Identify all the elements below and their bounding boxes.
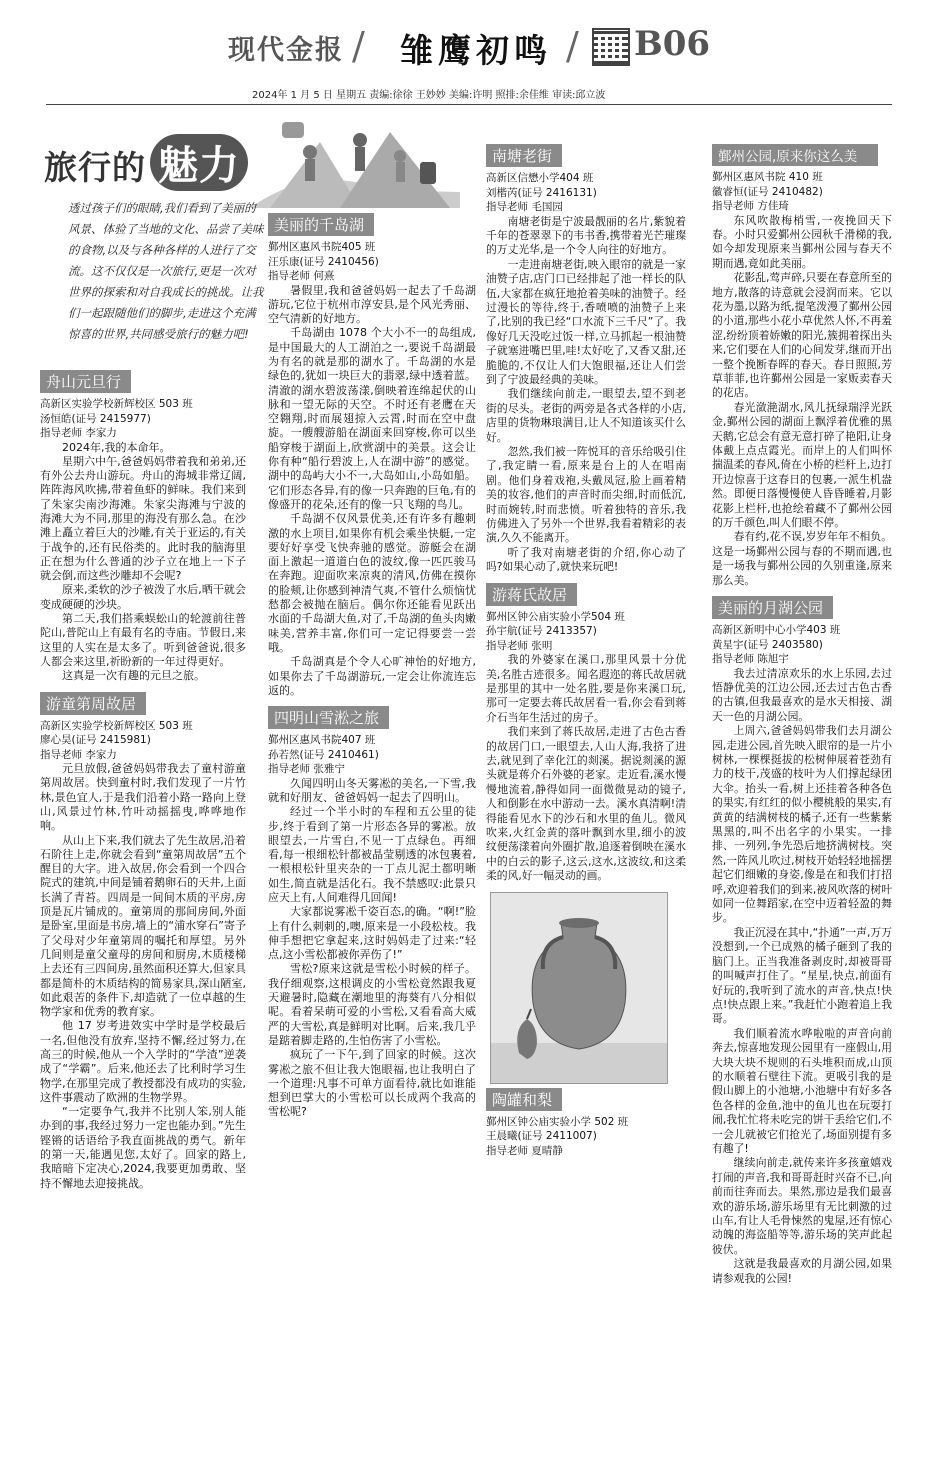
author: 王晨曦(证号 2411007)	[486, 1130, 597, 1143]
author: 黄星宇(证号 2403580)	[712, 638, 823, 651]
paragraph: 我们继续向前走,一眼望去,望不到老街的尽头。老街的两旁是各式各样的小店,店里的货物琳琅满目,让人不知道该买什么好。	[486, 387, 686, 444]
teacher: 指导老师 李家力	[40, 748, 117, 761]
paragraph: 雪松?原来这就是雪松小时候的样子。我仔细观察,这根调皮的小雪松竟然跟我夏天避暑时,隐藏在潮地里的海葵有八分相似呢。看着呆萌可爱的小雪松,又看看高大威严的大雪松,真是鲜明对比啊。后来,我几乎是踮着脚走路的,生怕伤害了小雪松。	[268, 962, 476, 1047]
article-title: 四明山雪淞之旅	[268, 706, 389, 729]
school: 鄞州区惠风书院 410 班	[712, 171, 823, 183]
article-yinzhou-park	[712, 144, 892, 588]
paragraph: 春有约,花不误,岁岁年年不相负。这是一场鄞州公园与春的不期而遇,也是一场我与鄞州公园的久别重逢,原来那么美。	[712, 530, 892, 587]
paragraph: 我的外婆家在溪口,那里风景十分优美,名胜古迹很多。闻名遐迩的蒋氏故居就是那里的其中一处名胜,要是你来溪口玩,那可一定要去蒋氏故居看一看,你会看到蒋介石当年生活过的房子。	[486, 653, 686, 724]
article-body	[486, 653, 686, 884]
paragraph: 千岛湖真是个令人心旷神怡的好地方,如果你去了千岛湖游玩,一定会让你流连忘返的。	[268, 655, 476, 697]
teacher: 指导老师 李家力	[40, 427, 117, 439]
column-1	[40, 370, 246, 1199]
article-body	[486, 215, 686, 575]
separator: /	[566, 24, 579, 68]
teacher: 指导老师 张明	[486, 639, 553, 652]
paragraph: 千岛湖由 1078 个大小不一的岛组成,是中国最大的人工湖泊之一,要说千岛湖最为有名的就是那的湖水了。千岛湖的水是绿色的,犹如一块巨大的翡翠,绿中透着蓝。清澈的湖水碧波荡漾,倒映着连绵起伏的山脉和一望无际的天空。不时还有老鹰在天空翱翔,时而展翅掠入云霄,时而在空中盘旋。一艘艘游船在湖面来回穿梭,你可以坐船穿梭于湖面上,欣赏湖中的美景。这会让你有种“船行碧波上,人在湖中游”的感觉。湖中的岛屿大小不一,大岛如山,小岛如船。它们形态各异,有的像一只奔跑的巨龟,有的像盛开的花朵,还有的像一只飞翔的鸟儿。	[268, 326, 476, 511]
author: 汪乐康(证号 2410456)	[268, 255, 379, 268]
paragraph: 这真是一次有趣的元旦之旅。	[62, 669, 205, 683]
paragraph: 从山上下来,我们就去了先生故居,沿着石阶往上走,你就会看到“童第周故居”五个醒目的大字。进入故居,你会看到一个四合院式的建筑,中间是铺着鹅卵石的天井,上面长满了青苔。四周是一间间木质的平房,房顶是瓦片铺成的。童第周的那间房间,外面是卧室,里面是书房,墙上的“浦水穿石”寄予了父母对少年童第周的嘱托和厚望。另外几间则是童父童母的房间和厨房,木质楼梯上去还有三四间房,虽然面积还算大,但家具都是简朴的木质结构的简易家具,深山陋室,如此艰苦的条件下,却造就了一位卓越的生物学家和优秀的教育家。	[40, 833, 246, 1019]
paragraph: 我们顺着流水哗啦啦的声音向前奔去,惊喜地发现公园里有一座假山,用大块大块不规则的石头堆积而成,山顶的水顺着石壁往下流。更吸引我的是假山脚上的小池塘,小池塘中有好多各色各样的金鱼,池中的鱼儿也在玩耍打闹,我忙忙将未吃完的饼干丢给它们,不一会儿就被它们抢光了,场面别提有多有趣了!	[712, 1026, 892, 1155]
paragraph: 暑假里,我和爸爸妈妈一起去了千岛湖游玩,它位于杭州市淳安县,是个风光秀丽、空气清新的好地方。	[268, 283, 476, 326]
paragraph: 千岛湖不仅风景优美,还有许多有趣刺激的水上项目,如果你有机会乘坐快艇,一定要好好享受飞快奔驰的感觉。游艇会在湖面上激起一道道白色的波纹,像一匹匹骏马在奔跑。迎面吹来凉爽的清风,仿佛在摸你的脸颊,让你感到神清气爽,不管什么烦恼忧愁都会被抛在脑后。偶尔你还能看见跃出水面的千岛湖大鱼,对了,千岛湖的鱼头肉嫩味美,营养丰富,你们可一定记得要尝一尝哦。	[268, 512, 476, 654]
brand-name: 现代金报	[228, 35, 344, 66]
article-byline	[268, 240, 476, 284]
column-2	[268, 213, 476, 1128]
feature-title	[44, 124, 274, 194]
paragraph: 久闻四明山冬天雾凇的美名,一下雪,我就和好朋友、爸爸妈妈一起去了四明山。	[268, 776, 476, 804]
teacher: 指导老师 夏晴静	[486, 1144, 563, 1157]
article-siming	[268, 706, 476, 1120]
feature-intro: 透过孩子们的眼睛,我们看到了美丽的风景、体验了当地的文化、品尝了美味的食物,以及与各种各样的人进行了交流。这不仅仅是一次旅行,更是一次对世界的探索和对自我成长的挑战。让我们一起跟随他们的脚步,走进这个充满惊喜的世界,共同感受旅行的魅力吧!	[68, 201, 264, 341]
travel-illustration-icon	[250, 112, 460, 208]
school: 高新区新明中心小学403 班	[712, 624, 841, 637]
article-byline	[712, 170, 892, 214]
teacher: 指导老师 毛国园	[486, 201, 563, 213]
pottery-sketch-icon	[490, 892, 668, 1084]
paragraph: 花影乱,莺声碎,只要在春意所至的地方,散落的诗意就会浸润而来。它以花为墨,以路为纸,提笔泼漫了鄞州公园的小道,那些小花小草优然人怀,不再羞涩,纷纷顶着娇嫩的阳光,簇拥着探出头来,它们要在人们的心间发芽,继而开出一整个挽断春晖的春天。春日照照,芳草菲菲,也许鄞州公园是一家贩卖春天的花店。	[712, 271, 892, 400]
paragraph: 上周六,爸爸妈妈带我们去月湖公园,走进公园,首先映入眼帘的是一片小树林,一棵棵挺拔的松树伸展着苍劲有力的枝干,茂盛的枝叶为人们撑起绿团大伞。抬头一看,树上还挂着各种各色的果实,有红红的似小樱桃般的果实,有黄黄的结满树枝的橘子,还有一些紫紫黑黑的,叫不出名字的小果实。一排排、一列列,争先恐后地挤满树枝。突然,一阵风儿吹过,树枝开始轻轻地摇摆起它们细嫩的身姿,像是在和我们打招呼,欢迎着我们的到来,被风吹落的树叶如同一位舞蹈家,在空中迈着轻盈的舞步。	[712, 724, 892, 925]
masthead	[0, 0, 934, 80]
paragraph: 星期六中午,爸爸妈妈带着我和弟弟,还有外公去舟山游玩。舟山的海城非常辽阔,阵阵海风吹拂,带着鱼虾的鲜味。我们来到了朱家尖南沙海滩。朱家尖海滩与宁波的海滩大为不同,那里的海没有那么急。在沙滩上矗立着巨大的沙雕,有关于亚运的,有关于战争的,还有民俗类的。此时我的脑海里正在想为什么普通的沙子立在地上一下子就会倒,而这些沙雕却不会呢?	[40, 454, 246, 583]
column-3	[486, 144, 686, 1166]
article-title: 游童第周故居	[40, 692, 146, 715]
article-byline	[486, 171, 686, 215]
school: 高新区信懋小学404 班	[486, 172, 594, 184]
qr-code-icon[interactable]	[592, 28, 630, 66]
paragraph: 一走进南塘老街,映入眼帘的就是一家油赞子店,店门口已经排起了池一样长的队伍,大家都在疯狂地抢着美味的油赞子。经过漫长的等待,终于,香喷喷的油赞子上来了,比别的我已经“口水流下三千尺”了。我像好几天没吃过饭一样,立马抓起一根油赞子就塞进嘴巴里,哇!太好吃了,又香又甜,还脆脆的,不仅让人们大饱眼福,还让人们尝到了宁波最经典的美味。	[486, 257, 686, 386]
paragraph: “一定要争气,我并不比别人笨,别人能办到的事,我经过努力一定也能办到。”先生铿锵的话语给予我直面挑战的勇气。新年的第一天,能遇见您,太好了。回家的路上,我暗暗下定决心,2024,我要更加勇敢、坚持不懈地去迎接挑战。	[40, 1105, 246, 1190]
school: 鄞州区钟公庙实验小学 502 班	[486, 1115, 629, 1128]
paragraph: 东风吹散梅梢雪,一夜挽回天下春。小时只爱鄞州公园秋千滑梯的我,如今却发现原来当鄞州公园与春天不期而遇,竟如此美丽。	[712, 213, 892, 270]
article-byline	[712, 623, 892, 667]
artwork-pottery	[486, 892, 686, 1159]
paragraph: 这就是我最喜欢的月湖公园,如果请参观我的公园!	[712, 1257, 892, 1285]
teacher: 指导老师 方佳琦	[712, 200, 789, 212]
paragraph: 2024年,我的本命年。	[62, 440, 171, 454]
author: 刘楷芮(证号 2416131)	[486, 186, 597, 199]
article-title: 鄞州公园,原来你这么美	[712, 144, 878, 166]
article-nantang	[486, 144, 686, 575]
article-body	[712, 214, 892, 589]
article-body	[268, 777, 476, 1120]
author: 孙宇航(证号 2413357)	[486, 625, 597, 638]
paragraph: 春光潋滟湖水,风儿抚绿瑞浮光跃金,鄞州公园的湖面上飘浮着优雅的黑天鹅,它总会有意无意打碎了艳阳,让身体戴上点点霞光。而岸上的人们叫怀揣温柔的春风,倚在小桥的栏杆上,边打开边惊喜于这春日的包裹,一派生机盎然。即便日落慢慢使人昏昏睡着,月影花影上栏杆,也抢绘着藏不了鄞州公园的万千颜色,叫人们眼不停。	[712, 400, 892, 530]
article-qiandaohu	[268, 213, 476, 698]
article-tongdizhou	[40, 692, 246, 1191]
article-title: 美丽的月湖公园	[712, 596, 833, 619]
dateline: 2024年 1 月 5 日 星期五 责编:徐徐 王妙妙 美编:许明 照排:余佳维 审读:邱立波	[252, 90, 606, 101]
paragraph: 南塘老街是宁波最靓丽的名片,紫貌着千年的苍翠翠下的韦书香,携带着光芒璀璨的万丈光华,是一个令人向往的好地方。	[486, 214, 686, 257]
teacher: 指导老师 张雅宁	[268, 763, 345, 776]
paragraph: 元旦放假,爸爸妈妈带我去了童村游童第周故居。快到童村时,我们发现了一片竹林,景色宜人,于是我们沿着小路一路向上登山,风景过竹林,竹叶动摇摇曳,哗哗地作响。	[40, 762, 246, 833]
article-body	[712, 667, 892, 1286]
article-title: 陶罐和梨	[486, 1088, 562, 1111]
school: 鄞州区惠风书院407 班	[268, 734, 376, 747]
paragraph: 他 17 岁考进效实中学时是学校最后一名,但他没有放弃,坚持不懈,经过努力,在高三的时候,他从一个入学时的“学渣”逆袭成了“学霸”。后来,他还去了比利时学习生物学,在那里完成了教授都没有成功的实验,这件事震动了欧洲的生物学界。	[40, 1019, 246, 1104]
paragraph: 第二天,我们搭乘蜈蚣山的轮渡前往普陀山,普陀山上有最有名的寺庙。节假日,来这里的人实在是太多了。听到爸爸说,很多人都会来这里,祈盼新的一年过得更好。	[40, 612, 246, 668]
page-number: B06	[634, 24, 711, 64]
article-title: 舟山元旦行	[40, 370, 131, 393]
article-title: 游蒋氏故居	[486, 583, 577, 606]
column-4	[712, 144, 892, 1294]
author: 孙若然(证号 2410461)	[268, 748, 379, 761]
article-byline	[40, 397, 246, 441]
article-body	[268, 284, 476, 699]
teacher: 指导老师 陈旭宇	[712, 653, 789, 666]
article-yuehu-park	[712, 596, 892, 1286]
author: 汤恒皓(证号 2415977)	[40, 412, 151, 425]
article-byline	[268, 733, 476, 777]
section-title: 雏鹰初鸣	[400, 31, 552, 70]
school: 高新区实验学校新辉校区 503 班	[40, 398, 193, 410]
header-rule	[46, 104, 892, 105]
school: 鄞州区钟公庙实验小学504 班	[486, 610, 625, 623]
article-zhoushan	[40, 370, 246, 684]
teacher: 指导老师 何熹	[268, 270, 335, 282]
author: 廖心昊(证号 2415981)	[40, 734, 151, 747]
separator: /	[352, 24, 365, 68]
article-title: 南塘老街	[486, 144, 562, 167]
paragraph: 忽然,我们被一阵悦耳的音乐给吸引住了,我定睛一看,原来是台上的人在唱南剧。他们身着戏袍,头戴凤冠,脸上画着精美的妆容,他们的声音时而尖细,时而低沉,时而婉转,时而悲愤。听着独特的音乐,我仿佛进入了另外一个世界,我看着精彩的表演,久久不能离开。	[486, 445, 686, 545]
paragraph: 我们来到了蒋氏故居,走进了古色古香的故居门口,一眼望去,人山人海,我挤了进去,就见到了幸化江的剡溪。据说剡溪的源头就是蒋介石外婆的老家。走近看,溪水慢慢地流着,静得如同一面微微晃动的镜子,人和倒影在水中游动一去。溪水真清啊!清得能看见水下的沙石和水里的鱼儿。微风吹来,火红金黄的落叶飘到水里,细小的波纹便荡漾着向外圈扩散,追逐着倒映在溪水中的白云的影子,这云,这水,这波纹,和这柔柔的风,好一幅灵动的画。	[486, 725, 686, 883]
article-body	[40, 441, 246, 684]
feature-title-pre: 旅行的	[44, 148, 146, 187]
article-byline	[486, 610, 686, 654]
paragraph: 原来,柔软的沙子被泼了水后,晒干就会变成硬硬的沙块。	[40, 583, 246, 611]
paragraph: 继续向前走,就传来许多孩童嬉戏打闹的声音,我和哥哥赶时兴奋不已,向前而往奔而去。果然,那边是我们最喜欢的游乐场,游乐场里有无比刺激的过山车,有让人毛骨悚然的鬼屋,还有惊心动魄的海盗船等等,游乐场的笑声此起彼伏。	[712, 1156, 892, 1256]
feature-title-big: 魅力	[150, 134, 248, 191]
article-jiangshi	[486, 583, 686, 884]
article-byline	[40, 719, 246, 763]
paragraph: 我去过清凉欢乐的水上乐园,去过悟静优美的江边公园,还去过古色古香的古镇,但我最喜欢的是水天相接、湖天一色的月湖公园。	[712, 666, 892, 723]
paragraph: 听了我对南塘老街的介绍,你心动了吗?如果心动了,就快来玩吧!	[486, 545, 686, 574]
school: 鄞州区惠风书院405 班	[268, 241, 376, 253]
paragraph: 经过一个半小时的车程和五公里的徒步,终于看到了第一片形态各异的雾凇。放眼望去,一片雪白,不见一丁点绿色。再细看,每一根细松针都被晶莹剔透的冰包裹着,一根根松针里夹杂的一丁点儿泥土都明晰如生,简直就是活化石。我不禁感叹:此景只应天上有,人间难得几回闻!	[268, 805, 476, 904]
paragraph: 疯玩了一下午,到了回家的时候。这次雾凇之旅不但让我大饱眼福,也让我明白了一个道理:凡事不可单方面看待,就比如谁能想到巴掌大的小雪松可以长成两个我高的雪松呢?	[268, 1048, 476, 1119]
paragraph: 大家都说雾凇千姿百态,的确。“啊!”脸上有什么刺刺的,噢,原来是一小段松枝。我伸手想把它拿起来,这时妈妈走了过来:“轻点,这小雪松都被你弄伤了!”	[268, 905, 476, 962]
school: 高新区实验学校新辉校区 503 班	[40, 719, 193, 732]
paragraph: 我正沉浸在其中,“扑通”一声,万万没想到,一个已成熟的橘子砸到了我的脑门上。正当我准备剥皮时,却被哥哥的叫喊声打住了。“星星,快点,前面有好玩的,我听到了流水的声音,快点!快点!快点跟上来。”我赶忙小跑着追上我哥。	[712, 925, 893, 1026]
author: 徽睿恒(证号 2410482)	[712, 185, 823, 198]
article-title: 美丽的千岛湖	[268, 213, 374, 236]
article-body	[40, 762, 246, 1191]
article-byline	[486, 1115, 686, 1159]
